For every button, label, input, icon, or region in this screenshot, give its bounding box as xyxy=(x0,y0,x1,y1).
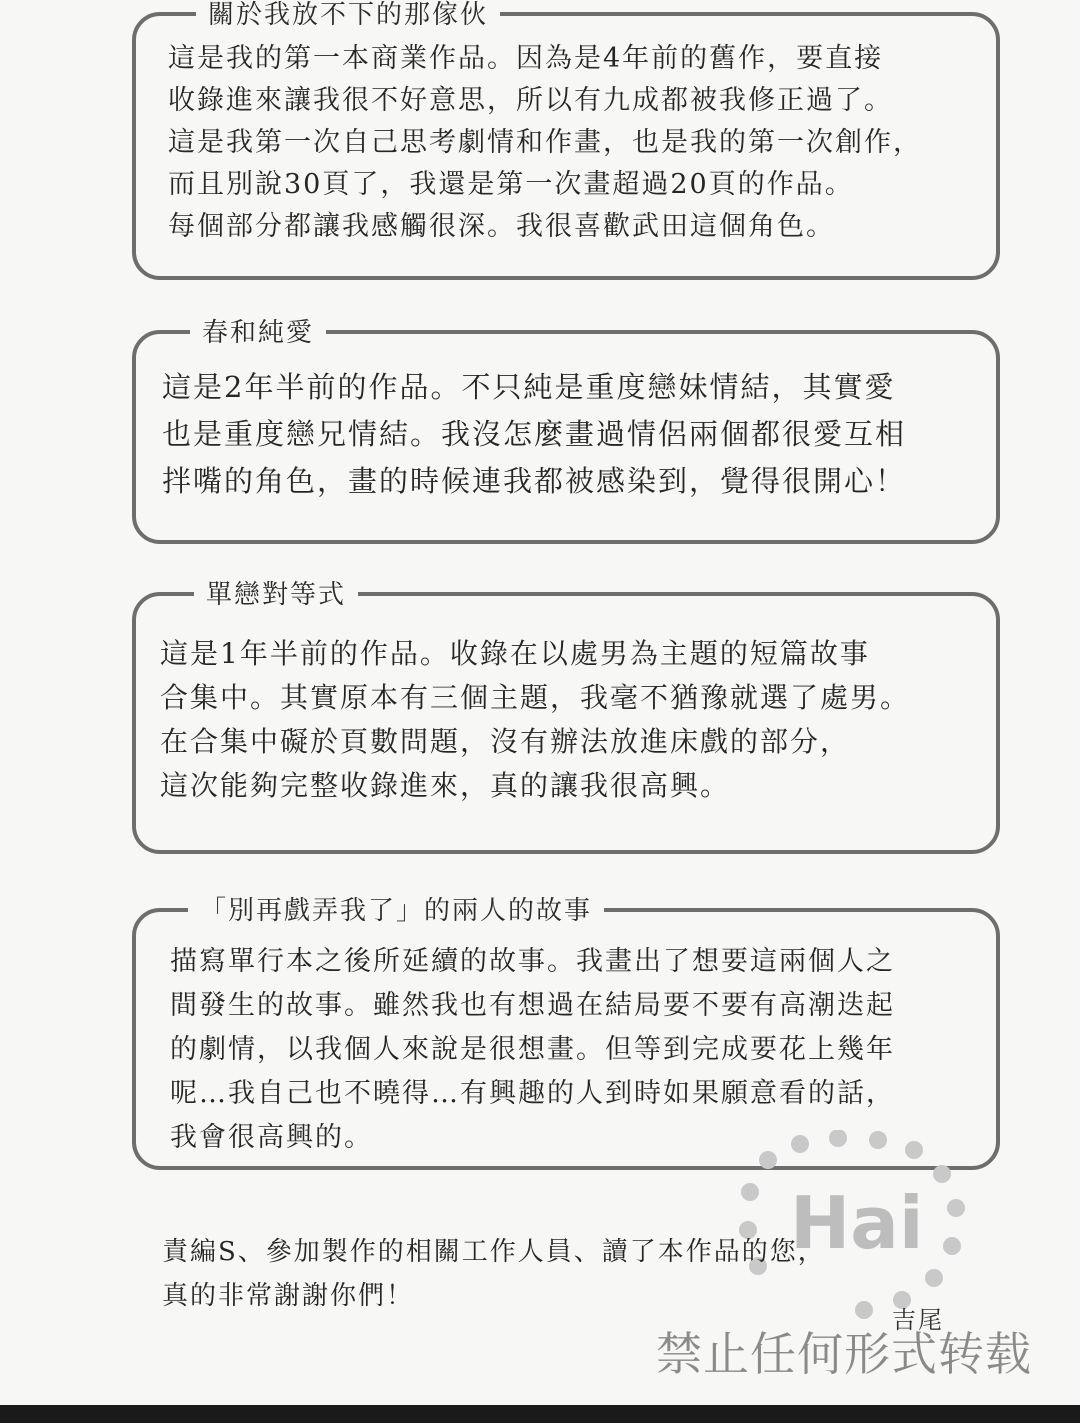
closing-text: 責編S、參加製作的相關工作人員、讀了本作品的您， 真的非常謝謝你們！ xyxy=(162,1237,826,1311)
section-body-2: 這是2年半前的作品。不只純是重度戀妹情結，其實愛 也是重度戀兄情結。我沒怎麼畫過情侶兩個都很愛互相 拌嘴的角色，畫的時候連我都被感染到，覺得很開心！ xyxy=(162,370,907,498)
watermark-text: 禁止任何形式转载 xyxy=(656,1327,1032,1381)
section-title-1: 關於我放不下的那傢伙 xyxy=(196,0,500,31)
section-body-4: 描寫單行本之後所延續的故事。我畫出了想要這兩個人之 間發生的故事。雖然我也有想過在結局要不要有高潮迭起 的劇情，以我個人來說是很想畫。但等到完成要花上幾年 呢…我自己也不曉得…有興趣的人到時如果願意看的話， 我會很高興的。 xyxy=(170,946,895,1153)
section-box-3 xyxy=(132,580,1000,854)
section-title-2: 春和純愛 xyxy=(190,312,326,349)
stamp-letters: Hai xyxy=(790,1181,924,1265)
bottom-bar xyxy=(0,1405,1080,1423)
section-box-1 xyxy=(132,0,1000,280)
section-title-4: 「別再戲弄我了」的兩人的故事 xyxy=(188,890,604,927)
section-box-2 xyxy=(132,318,1000,544)
section-body-3: 這是1年半前的作品。收錄在以處男為主題的短篇故事 合集中。其實原本有三個主題，我毫不猶豫就選了處男。 在合集中礙於頁數問題，沒有辦法放進床戲的部分， 這次能夠完整收錄進來，真的讓我很高興。 xyxy=(160,637,911,802)
section-title-3: 單戀對等式 xyxy=(194,574,358,611)
section-body-1: 這是我的第一本商業作品。因為是4年前的舊作，要直接 收錄進來讓我很不好意思，所以有九成都被我修正過了。 這是我第一次自己思考劇情和作畫，也是我的第一次創作， 而且別說30頁了，我還是第一次畫超過20頁的作品。 每個部分都讓我感觸很深。我很喜歡武田這個角色。 xyxy=(168,43,922,242)
author-signature: 吉尾 xyxy=(892,1306,944,1334)
